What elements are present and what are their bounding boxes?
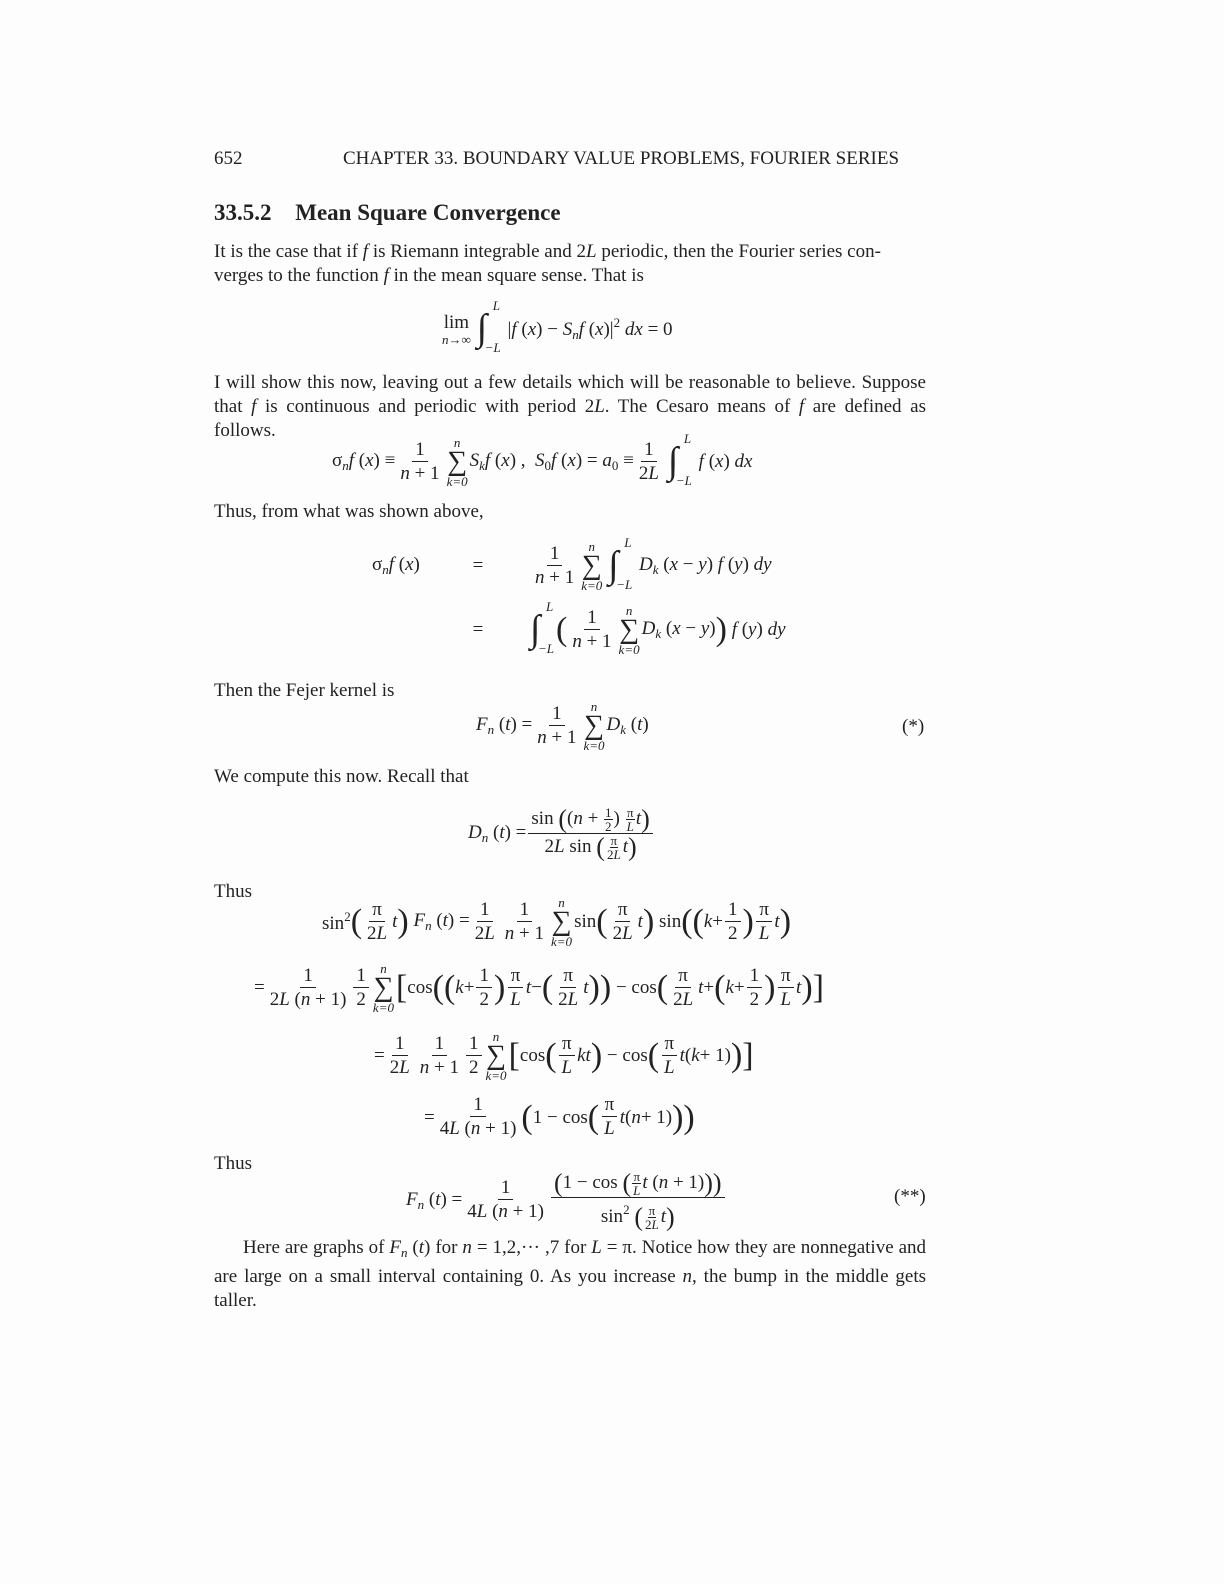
section-title: Mean Square Convergence [295, 200, 561, 225]
equation-fejer-kernel: $F_n$ (t) = $\frac{1}{n + 1}$ n ∑ k=0 $D_k$ (t) [476, 699, 649, 753]
equation-fejer-closed-form: $F_n$ (t) = $\frac{1}{4L (n + 1)}$ (1 − cos ( $\frac{\pi}{L}$ t (n + 1))) $\sin^2$ ( $\frac{\pi}{2L}$ t) [406, 1170, 727, 1231]
page-number: 652 [214, 148, 243, 169]
running-title: CHAPTER 33. BOUNDARY VALUE PROBLEMS, FOURIER SERIES [343, 148, 900, 169]
paragraph-cesaro: I will show this now, leaving out a few details which will be reasonable to believe. Suppose that f is continuous and periodic with period 2L. The Cesaro means of f are defined as follows. [214, 372, 926, 441]
section-heading [214, 200, 561, 226]
equation-product-line-1: $\sin^2$ ( $\frac{\pi}{2L}$ t ) $F_n$ (t) = $\frac{1}{2L}$ $\frac{1}{n + 1}$ n ∑ k=0 sin ( $\frac{\pi}{2L}$ t ) sin (( k + $\frac{1}{2}$ ) $\frac{\pi}{L}$ t ) [322, 895, 792, 949]
equation-mean-square-limit: lim n→∞ ∫ L −L |f $(x) - S_nf$ $(x)|^2$ dx = 0 [442, 298, 673, 355]
paragraph-recall: We compute this now. Recall that [214, 766, 469, 787]
equation-dirichlet-kernel: $D_n$ (t) = sin ((n + $\frac{1}{2}$ ) $\frac{\pi}{L}$ t) 2L sin ( $\frac{\pi}{2L}$ t) [468, 806, 655, 861]
paragraph-thus-shown: Thus, from what was shown above, [214, 501, 484, 522]
paragraph-fejer-kernel: Then the Fejer kernel is [214, 680, 395, 701]
paragraph-graphs: Here are graphs of $F_n$ (t) for n = 1,2,··· ,7 for L = π. Notice how they are nonnegative and are large on a small interval containing 0. As you increase n, the bump in the middle gets taller. [214, 1237, 927, 1311]
paragraph-thus-1: Thus [214, 881, 252, 902]
section-number: 33.5.2 [214, 200, 272, 225]
equation-product-line-3: = $\frac{1}{2L}$ $\frac{1}{n + 1}$ $\frac{1}{2}$ n ∑ k=0 [ cos ( $\frac{\pi}{L}$ kt ) − cos ( $\frac{\pi}{L}$ t ( k + 1) )] [374, 1029, 754, 1083]
equation-product-line-2: = $\frac{1}{2L (n + 1)}$ $\frac{1}{2}$ n ∑ k=0 [ cos (( k + $\frac{1}{2}$ ) $\frac{\pi}{L}$ t − ( $\frac{\pi}{2L}$ t )) − cos ( $\frac{\pi}{2L}$ t + ( k + $\frac{1}{2}$ ) $\frac{\pi}{L}$ t )] [254, 961, 824, 1015]
paragraph-intro: It is the case that if f is Riemann integrable and 2L periodic, then the Fourier series con- verges to the function f in the mean square sense. That is [214, 241, 881, 286]
equation-cesaro-integral-1: $\sigma_nf$ (x) = $\frac{1}{n + 1}$ n ∑ k=0 ∫ L −L $D_k$ (x − y) f (y) dy [372, 535, 772, 593]
equation-tag-star: (*) [902, 716, 925, 737]
equation-cesaro-integral-2: = ∫ L −L ( $\frac{1}{n + 1}$ n ∑ k=0 $D_k$ (x − y) ) f (y) dy [472, 599, 786, 657]
equation-product-line-4: = $\frac{1}{4L (n + 1)}$ ( 1 − cos ( $\frac{\pi}{L}$ t ( n + 1) )) [424, 1094, 695, 1139]
equation-tag-double-star: (**) [894, 1186, 926, 1207]
paragraph-thus-2: Thus [214, 1153, 252, 1174]
equation-cesaro-means: $\sigma_nf$ (x) ≡ $\frac{1}{n + 1}$ n ∑ k=0 $S_kf$ (x) , $S_0f$ $(x) = a_0$ ≡ $\frac{1}{2L}$ ∫ L −L f (x) dx [332, 431, 753, 489]
